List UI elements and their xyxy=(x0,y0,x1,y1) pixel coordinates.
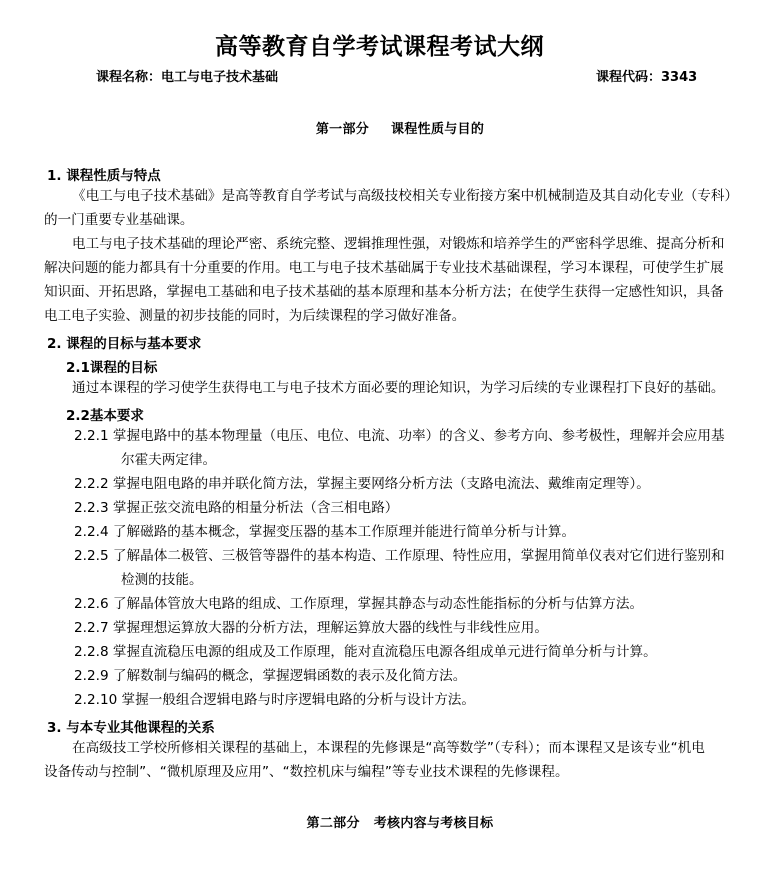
course-code: 课程代码：3343 xyxy=(596,70,698,85)
section2-1-text: 通过本课程的学习使学生获得电工与电子技术方面必要的理论知识，为学习后续的专业课程打下良好的基础。 xyxy=(72,380,725,396)
requirement-item: 2.2.9 了解数制与编码的概念，掌握逻辑函数的表示及化简方法。 xyxy=(74,668,467,684)
section3-line1: 在高级技工学校所修相关课程的基础上，本课程的先修课是“高等数学”（专科）；而本课程又是该专业“机电 xyxy=(72,740,705,756)
section1-p1-line2: 的一门重要专业基础课。 xyxy=(44,212,194,228)
part1-title: 课程性质与目的 xyxy=(391,122,485,137)
requirement-item-cont: 检测的技能。 xyxy=(121,572,203,588)
requirement-item: 2.2.6 了解晶体管放大电路的组成、工作原理，掌握其静态与动态性能指标的分析与估算方法。 xyxy=(74,596,644,612)
requirement-item-cont: 尔霍夫两定律。 xyxy=(121,452,217,468)
part2-title: 考核内容与考核目标 xyxy=(373,816,494,831)
requirement-item: 2.2.2 掌握电阻电路的串并联化简方法，掌握主要网络分析方法（支路电流法、戴维南定理等）。 xyxy=(74,476,650,492)
part2-number: 第二部分 xyxy=(306,816,360,831)
section3-line2: 设备传动与控制”、“微机原理及应用”、“数控机床与编程”等专业技术课程的先修课程。 xyxy=(44,764,569,780)
section1-p2-line3: 知识面、开拓思路，掌握电工基础和电子技术基础的基本原理和基本分析方法；在使学生获得一定感性知识，具备 xyxy=(44,284,724,300)
course-name: 课程名称：电工与电子技术基础 xyxy=(96,70,279,85)
section1-p2-line1: 电工与电子技术基础的理论严密、系统完整、逻辑推理性强，对锻炼和培养学生的严密科学思维、提高分析和 xyxy=(72,236,725,252)
requirement-item: 2.2.4 了解磁路的基本概念，掌握变压器的基本工作原理并能进行简单分析与计算。 xyxy=(74,524,576,540)
section1-heading: 1. 课程性质与特点 xyxy=(47,168,161,184)
requirement-item: 2.2.5 了解晶体二极管、三极管等器件的基本构造、工作原理、特性应用，掌握用简单仪表对它们进行鉴别和 xyxy=(74,548,725,564)
part2-heading xyxy=(0,812,759,831)
section2-1-heading: 2.1课程的目标 xyxy=(66,360,158,376)
section2-heading: 2. 课程的目标与基本要求 xyxy=(47,336,202,352)
section1-p2-line2: 解决问题的能力都具有十分重要的作用。电工与电子技术基础属于专业技术基础课程，学习本课程，可使学生扩展 xyxy=(44,260,724,276)
section2-2-heading: 2.2基本要求 xyxy=(66,408,144,424)
requirement-item: 2.2.10 掌握一般组合逻辑电路与时序逻辑电路的分析与设计方法。 xyxy=(74,692,475,708)
section1-p2-line4: 电工电子实验、测量的初步技能的同时，为后续课程的学习做好准备。 xyxy=(44,308,466,324)
section1-p1-line1: 《电工与电子技术基础》是高等教育自学考试与高级技校相关专业衔接方案中机械制造及其自动化专业（专科） xyxy=(72,188,739,204)
requirement-item: 2.2.3 掌握正弦交流电路的相量分析法（含三相电路） xyxy=(74,500,399,516)
part1-heading xyxy=(0,118,759,137)
document-title: 高等教育自学考试课程考试大纲 xyxy=(215,33,544,60)
requirement-item: 2.2.1 掌握电路中的基本物理量（电压、电位、电流、功率）的含义、参考方向、参考极性，理解并会应用基 xyxy=(74,428,725,444)
section3-heading: 3. 与本专业其他课程的关系 xyxy=(47,720,215,736)
requirement-item: 2.2.7 掌握理想运算放大器的分析方法，理解运算放大器的线性与非线性应用。 xyxy=(74,620,548,636)
part1-number: 第一部分 xyxy=(315,122,370,137)
requirement-item: 2.2.8 掌握直流稳压电源的组成及工作原理，能对直流稳压电源各组成单元进行简单分析与计算。 xyxy=(74,644,657,660)
